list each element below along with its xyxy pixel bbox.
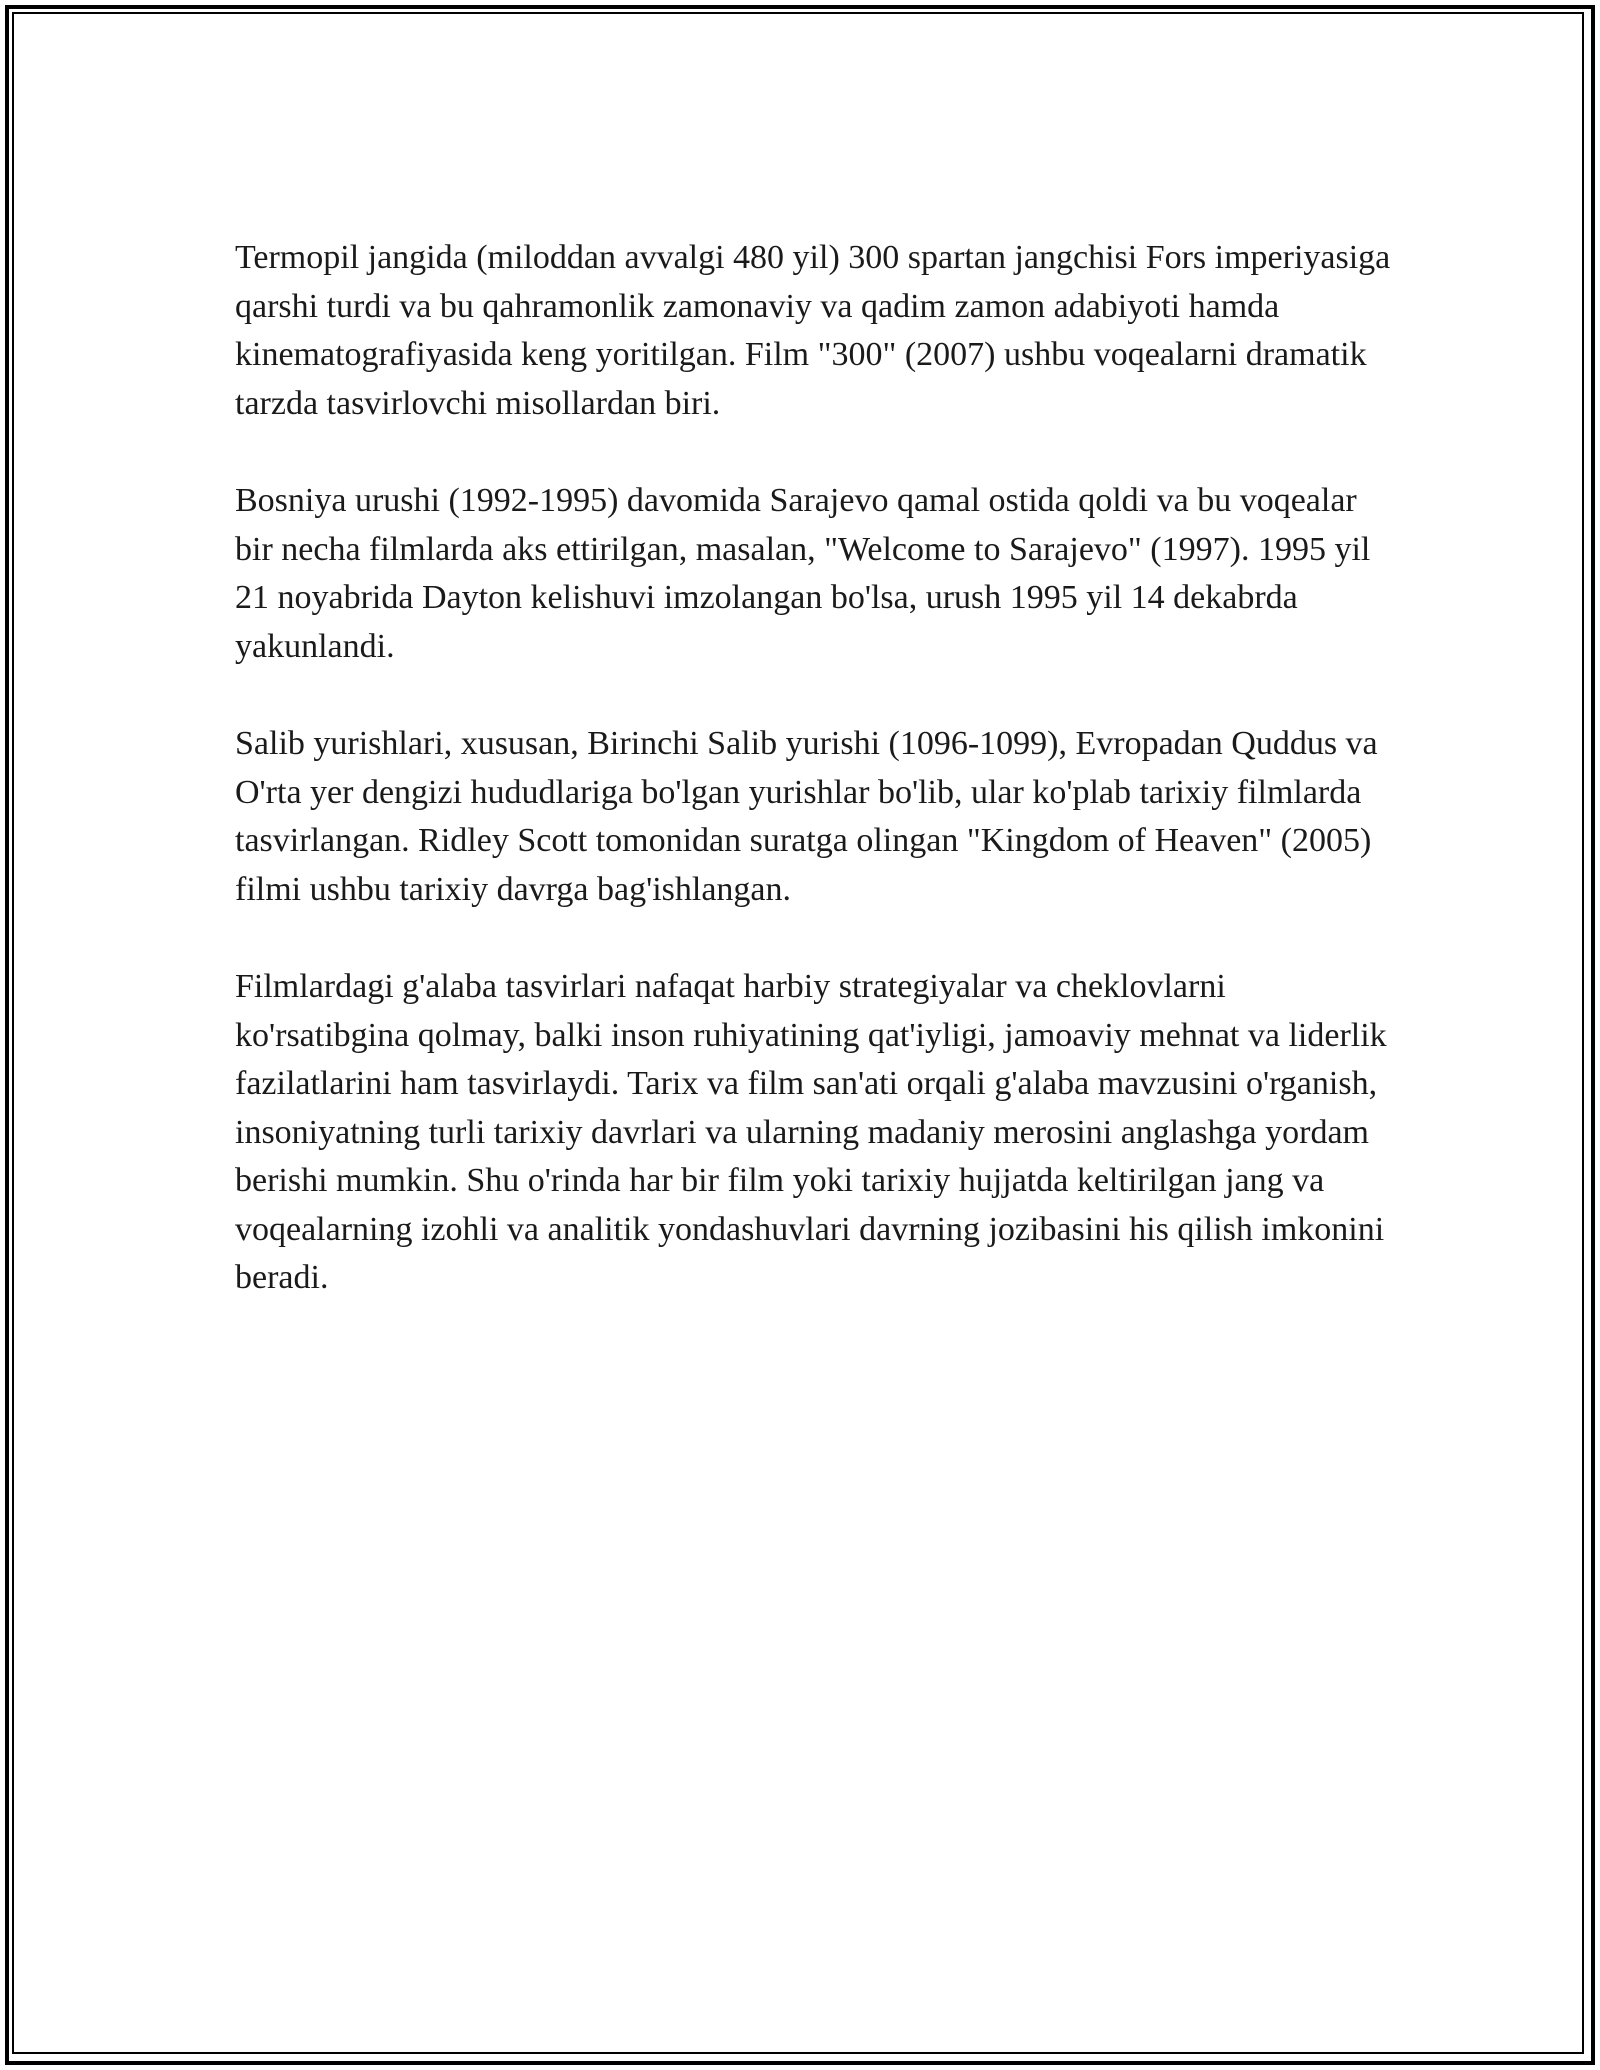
paragraph-victory-in-film: Filmlardagi g'alaba tasvirlari nafaqat harbiy strategiyalar va cheklovlarni ko'rsatibgina qolmay, balki inson ruhiyatining qat'iyligi, jamoaviy mehnat va liderlik fazilatlarini ham tasvirlaydi. Tarix va film san'ati orqali g'alaba mavzusini o'rganish, insoniyatning turli tarixiy davrlari va ularning madaniy merosini anglashga yordam berishi mumkin. Shu o'rinda har bir film yoki tarixiy hujjatda keltirilgan jang va voqealarning izohli va analitik yondashuvlari davrning jozibasini his qilish imkonini beradi. <box>235 968 1387 1296</box>
paragraph-thermopylae: Termopil jangida (miloddan avvalgi 480 yil) 300 spartan jangchisi Fors imperiyasiga qarshi turdi va bu qahramonlik zamonaviy va qadim zamon adabiyoti hamda kinematografiyasida keng yoritilgan. Film "300" (2007) ushbu voqealarni dramatik tarzda tasvirlovchi misollardan biri. <box>235 239 1391 422</box>
paragraph-bosnian-war: Bosniya urushi (1992-1995) davomida Sarajevo qamal ostida qoldi va bu voqealar bir necha filmlarda aks ettirilgan, masalan, "Welcome to Sarajevo" (1997). 1995 yil 21 noyabrida Dayton kelishuvi imzolangan bo'lsa, urush 1995 yil 14 dekabrda yakunlandi. <box>235 482 1371 665</box>
document-body <box>235 234 1395 1352</box>
paragraph-crusades: Salib yurishlari, xususan, Birinchi Salib yurishi (1096-1099), Evropadan Quddus va O'rta yer dengizi hududlariga bo'lgan yurishlar bo'lib, ular ko'plab tarixiy filmlarda tasvirlangan. Ridley Scott tomonidan suratga olingan "Kingdom of Heaven" (2005) filmi ushbu tarixiy davrga bag'ishlangan. <box>235 725 1378 908</box>
